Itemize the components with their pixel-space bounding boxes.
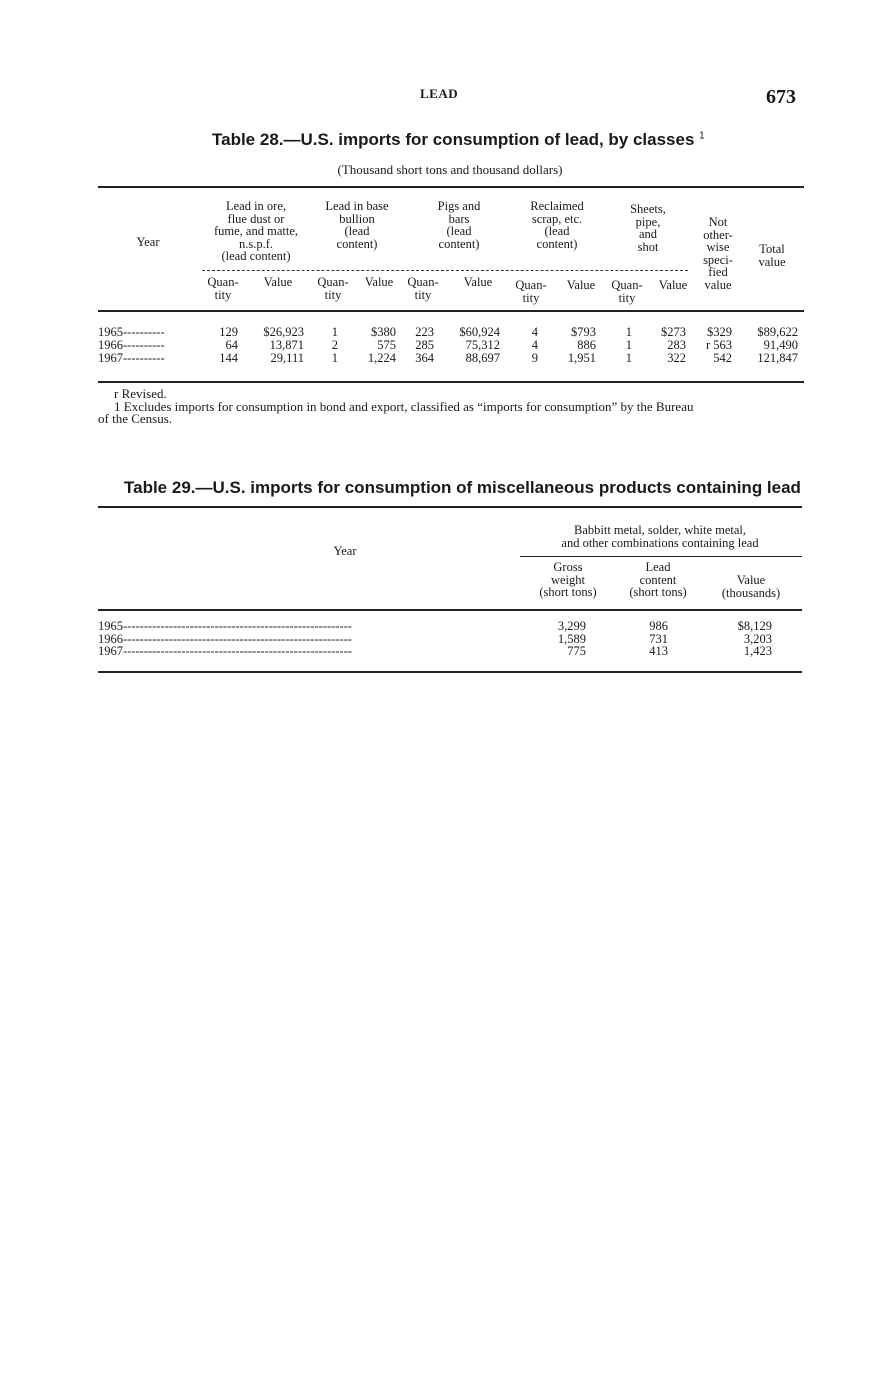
ore-line-1: Lead in ore, [225, 199, 287, 213]
scrap-value-cell: 1,951 [567, 351, 596, 365]
scrap-line-3: (lead [544, 224, 570, 238]
total-value-cell: 91,490 [763, 338, 798, 352]
table28-sub-pig-q [400, 276, 446, 301]
table-row [98, 352, 804, 365]
table28-sub-ore-v: Value [263, 275, 293, 289]
bullion-value-cell: 1,224 [367, 351, 396, 365]
lead-line-3: (short tons) [629, 585, 687, 599]
scrap-qty-cell: 9 [531, 351, 538, 365]
scrap-value-cell: $793 [571, 325, 596, 339]
sheets-qty-cell: 1 [625, 338, 632, 352]
subq-4a: Quan- [515, 278, 547, 292]
ore-value-cell: 13,871 [269, 338, 304, 352]
table28-group-pigs [416, 200, 502, 250]
gross-line-3: (short tons) [539, 585, 597, 599]
year-cell: 1966------------------------------------------------------- [98, 632, 352, 646]
bullion-qty-cell: 1 [331, 351, 338, 365]
nos-line-4: speci- [703, 252, 733, 267]
total-line-2: value [758, 254, 786, 269]
table28-group-scrap [512, 200, 602, 250]
subq-2a: Quan- [317, 275, 349, 289]
footnote-1: 1 Excludes imports for consumption in bond and export, classified as “imports for consumption” by the Bureau [114, 399, 694, 414]
table29-col-value [708, 574, 794, 599]
sheets-value-cell: 283 [667, 338, 686, 352]
pigs-line-2: bars [448, 211, 470, 226]
table28-title: Table 28.—U.S. imports for consumption of lead, by classes [212, 130, 695, 149]
table28-sub-pig-v: Value [463, 275, 493, 289]
total-line-1: Total [759, 242, 785, 256]
year-cell: 1967------------------------------------------------------- [98, 645, 352, 658]
sheets-value-cell: 322 [667, 351, 686, 365]
bullion-value-cell: $380 [371, 325, 396, 339]
table29-col-lead [618, 561, 698, 599]
sheets-line-4: shot [637, 239, 659, 254]
subq-4b: tity [522, 290, 540, 305]
lead-content-cell: 986 [649, 619, 668, 633]
total-value-cell: $89,622 [757, 325, 798, 339]
table28-title-note: 1 [699, 130, 705, 142]
table28-sub-bul-v: Value [364, 275, 394, 289]
table29-body [98, 620, 802, 658]
lead-line-1: Lead [645, 560, 671, 574]
table28-sub-sh-q [604, 279, 650, 304]
year-cell: 1965------------------------------------------------------- [98, 620, 352, 633]
table28-sub-scr-v: Value [566, 278, 596, 292]
table28-bottom-rule [98, 381, 804, 383]
total-value-cell: 121,847 [757, 351, 798, 365]
footnote-revised: r Revised. [114, 386, 167, 401]
table28-body [98, 326, 804, 365]
sheets-line-2: pipe, [635, 214, 661, 229]
table28-sub-sh-v: Value [658, 278, 688, 292]
ore-qty-cell: 144 [219, 351, 238, 365]
ore-line-2: flue dust or [227, 211, 285, 226]
table29-group-header [518, 524, 802, 549]
bullion-line-2: bullion [339, 211, 375, 226]
gross-weight-cell: 1,589 [557, 631, 586, 646]
sheets-value-cell: $273 [661, 325, 686, 339]
table29-title: Table 29.—U.S. imports for consumption of miscellaneous products containing lead [124, 478, 801, 497]
lead-line-2: content [639, 572, 677, 587]
table29-bottom-rule [98, 671, 802, 673]
bullion-line-3: (lead [344, 224, 370, 238]
sheets-line-1: Sheets, [630, 202, 666, 216]
table28-group-sheets [618, 203, 678, 253]
sheets-line-3: and [638, 227, 658, 241]
bullion-line-1: Lead in base [325, 199, 389, 213]
sheets-qty-cell: 1 [625, 351, 632, 365]
pigs-value-cell: 75,312 [465, 338, 500, 352]
table29-group-rule [520, 556, 802, 557]
pigs-line-3: (lead [446, 224, 472, 238]
nos-line-5: fied [708, 265, 728, 279]
pigs-value-cell: 88,697 [465, 351, 500, 365]
ore-value-cell: 29,111 [270, 351, 304, 365]
scrap-line-4: content) [536, 236, 578, 251]
table28-sub-bul-q [310, 276, 356, 301]
pigs-qty-cell: 285 [415, 338, 434, 352]
running-head: LEAD [420, 86, 459, 101]
table28-header-rule [98, 310, 804, 312]
table28-sub-ore-q [200, 276, 246, 301]
table29-header-rule [98, 609, 802, 611]
subq-5b: tity [618, 290, 636, 305]
table29-top-rule [98, 506, 802, 508]
year-cell: 1965---------- [98, 325, 165, 339]
nos-line-3: wise [706, 240, 730, 254]
table28-group-rule [202, 270, 688, 271]
gross-weight-cell: 3,299 [557, 619, 586, 633]
pigs-line-1: Pigs and [437, 199, 481, 213]
gross-line-1: Gross [553, 560, 583, 574]
scrap-value-cell: 886 [577, 338, 596, 352]
nos-line-6: value [704, 277, 732, 292]
table-row [98, 620, 802, 633]
ore-qty-cell: 129 [219, 325, 238, 339]
scrap-qty-cell: 4 [531, 325, 538, 339]
table29-col-year: Year [333, 544, 357, 558]
pigs-line-4: content) [438, 236, 480, 251]
ore-line-4: n.s.p.f. [238, 236, 274, 251]
table28-group-nos [690, 216, 746, 291]
table28-title-wrap [212, 130, 705, 150]
table28-top-rule [98, 186, 804, 188]
bullion-line-4: content) [336, 236, 378, 251]
table-row [98, 339, 804, 352]
value-line-1: Value [736, 573, 766, 587]
subq-3b: tity [414, 287, 432, 302]
year-cell: 1967---------- [98, 351, 165, 365]
ore-qty-cell: 64 [225, 338, 238, 352]
nos-value-cell: 542 [713, 351, 732, 365]
scrap-line-1: Reclaimed [530, 199, 584, 213]
bullion-qty-cell: 2 [331, 338, 338, 352]
subq-1a: Quan- [207, 275, 239, 289]
table28-group-ore [196, 200, 316, 263]
page-number: 673 [766, 86, 796, 108]
table-row [98, 645, 802, 658]
babbitt-line-2: and other combinations containing lead [561, 535, 759, 550]
pigs-value-cell: $60,924 [459, 325, 500, 339]
footnote-1-cont: of the Census. [98, 411, 173, 426]
gross-weight-cell: 775 [567, 644, 586, 658]
ore-line-3: fume, and matte, [214, 224, 298, 238]
table28-subtitle: (Thousand short tons and thousand dollars) [337, 162, 563, 177]
subq-2b: tity [324, 287, 342, 302]
value-cell: 3,203 [743, 631, 772, 646]
babbitt-line-1: Babbitt metal, solder, white metal, [573, 523, 747, 537]
table29-col-gross [528, 561, 608, 599]
subq-5a: Quan- [611, 278, 643, 292]
lead-content-cell: 413 [649, 644, 668, 658]
value-cell: $8,129 [737, 619, 772, 633]
subq-1b: tity [214, 287, 232, 302]
subq-3a: Quan- [407, 275, 439, 289]
nos-line-2: other- [703, 227, 733, 242]
nos-value-cell: r 563 [705, 338, 732, 352]
table28-group-total [746, 243, 798, 268]
table28-group-bullion [312, 200, 402, 250]
ore-line-5: (lead content) [221, 249, 291, 263]
year-cell: 1966---------- [98, 338, 165, 352]
pigs-qty-cell: 223 [415, 325, 434, 339]
ore-value-cell: $26,923 [263, 325, 304, 339]
table-row [98, 326, 804, 339]
lead-content-cell: 731 [649, 631, 668, 646]
scrap-qty-cell: 4 [531, 338, 538, 352]
nos-value-cell: $329 [707, 325, 732, 339]
table28-col-year: Year [136, 235, 160, 249]
value-line-2: (thousands) [721, 585, 781, 600]
bullion-qty-cell: 1 [331, 325, 338, 339]
nos-line-1: Not [708, 215, 728, 229]
table-row [98, 633, 802, 646]
pigs-qty-cell: 364 [415, 351, 434, 365]
table28-sub-scr-q [508, 279, 554, 304]
scrap-line-2: scrap, etc. [531, 211, 583, 226]
sheets-qty-cell: 1 [625, 325, 632, 339]
gross-line-2: weight [550, 572, 586, 587]
value-cell: 1,423 [743, 644, 772, 658]
bullion-value-cell: 575 [377, 338, 396, 352]
